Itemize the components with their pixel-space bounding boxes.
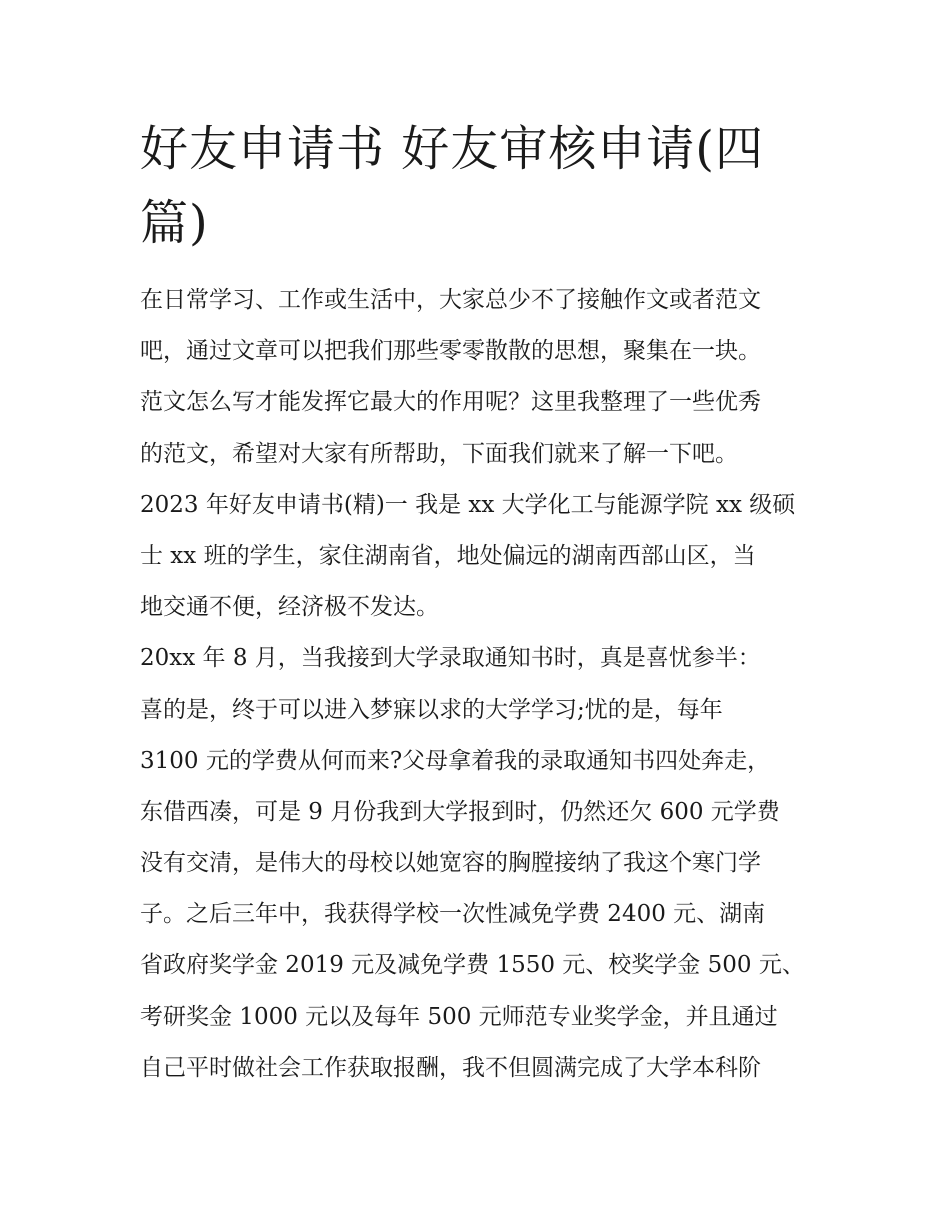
body-line: 3100 元的学费从何而来?父母拿着我的录取通知书四处奔走，	[140, 747, 771, 774]
body-line: 士 xx 班的学生，家住湖南省，地处偏远的湖南西部山区，当	[140, 542, 756, 569]
body-line: 没有交清，是伟大的母校以她宽容的胸膛接纳了我这个寒门学	[140, 850, 761, 877]
body-line: 考研奖金 1000 元以及每年 500 元师范专业奖学金，并且通过	[140, 1003, 778, 1030]
body-line: 东借西凑，可是 9 月份我到大学报到时，仍然还欠 600 元学费	[140, 798, 780, 825]
body-line: 吧，通过文章可以把我们那些零零散散的思想，聚集在一块。	[140, 338, 761, 365]
body-line: 20xx 年 8 月，当我接到大学录取通知书时，真是喜忧参半：	[140, 645, 761, 672]
body-line: 省政府奖学金 2019 元及减免学费 1550 元、校奖学金 500 元、	[140, 952, 805, 979]
body-line: 2023 年好友申请书(精)一 我是 xx 大学化工与能源学院 xx 级硕	[140, 491, 796, 518]
body-line: 自己平时做社会工作获取报酬，我不但圆满完成了大学本科阶	[140, 1054, 761, 1081]
body-line: 的范文，希望对大家有所帮助，下面我们就来了解一下吧。	[140, 440, 738, 467]
body-line: 范文怎么写才能发挥它最大的作用呢？这里我整理了一些优秀	[140, 389, 761, 416]
body-line: 地交通不便，经济极不发达。	[140, 594, 439, 621]
document-title	[140, 112, 820, 260]
body-line: 在日常学习、工作或生活中，大家总少不了接触作文或者范文	[140, 287, 761, 313]
body-line: 喜的是，终于可以进入梦寐以求的大学学习;忧的是，每年	[140, 696, 723, 723]
body-line: 子。之后三年中，我获得学校一次性减免学费 2400 元、湖南	[140, 901, 766, 928]
document-body	[140, 275, 830, 1094]
title-line: 好友申请书 好友审核申请(四	[140, 121, 764, 177]
title-line: 篇)	[140, 195, 209, 251]
